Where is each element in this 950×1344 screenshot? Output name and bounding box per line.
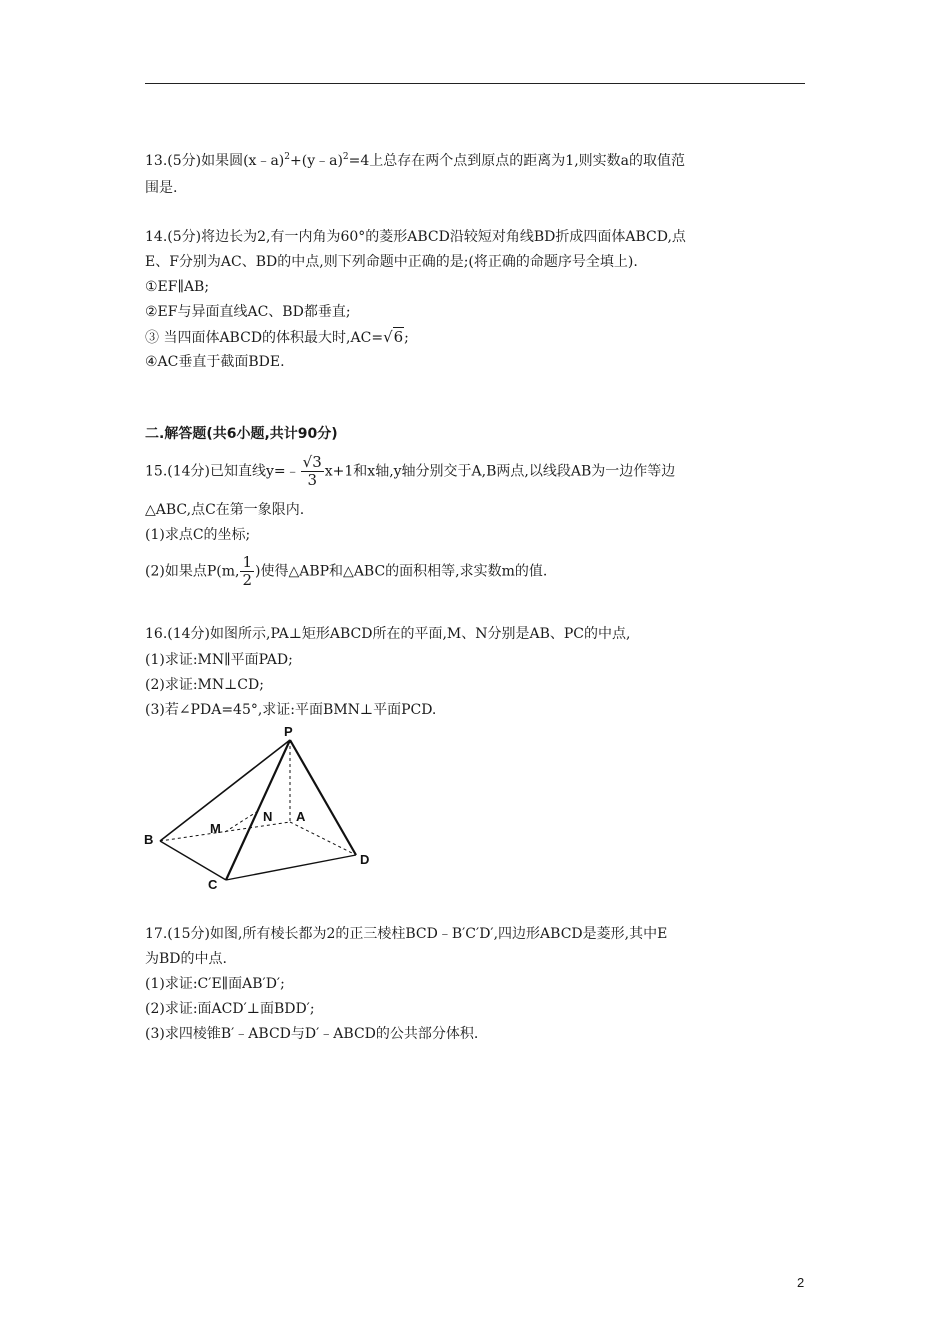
page-number: 2	[797, 1275, 805, 1290]
fraction-one-half: $\frac{1}{2}$	[242, 553, 252, 589]
label-P: P	[284, 724, 293, 739]
header-rule	[145, 83, 805, 84]
q13-line1: 13.(5分)如果圆(x﹣a)$^2$+(y﹣a)$^2$=4上总存在两个点到原点的距离为1,则实数a的取值范	[145, 152, 685, 169]
fraction-sqrt3-over-3: $\frac{√3}{3}$	[302, 453, 322, 489]
q14-option-3: ③ 当四面体ABCD的体积最大时,AC=√6;	[145, 328, 409, 346]
label-C: C	[208, 877, 218, 892]
q17-sub2: (2)求证:面ACD′⊥面BDD′;	[145, 1001, 315, 1017]
section-title: 二.解答题(共6小题,共计90分)	[145, 426, 338, 442]
q15-sub1: (1)求点C的坐标;	[145, 527, 251, 543]
q16-sub3: (3)若∠PDA=45°,求证:平面BMN⊥平面PCD.	[145, 702, 437, 718]
pyramid-figure	[140, 722, 390, 897]
q17-line1: 17.(15分)如图,所有棱长都为2的正三棱柱BCD﹣B′C′D′,四边形ABCD是菱形,其中E	[145, 926, 668, 942]
q14-option-2: ②EF与异面直线AC、BD都垂直;	[145, 304, 351, 320]
q16-line1: 16.(14分)如图所示,PA⊥矩形ABCD所在的平面,M、N分别是AB、PC的中点,	[145, 626, 631, 642]
edge-PC	[226, 740, 290, 880]
edge-PD	[290, 740, 356, 855]
q16-sub1: (1)求证:MN∥平面PAD;	[145, 652, 293, 668]
q16-sub2: (2)求证:MN⊥CD;	[145, 677, 264, 693]
q17-sub3: (3)求四棱锥B′﹣ABCD与D′﹣ABCD的公共部分体积.	[145, 1026, 479, 1042]
q15-sub2: (2)如果点P(m, $\frac{1}{2}$ )使得△ABP和△ABC的面积相等,求实数m的值.	[145, 553, 548, 589]
q17-line2: 为BD的中点.	[145, 951, 227, 967]
edge-BC	[160, 841, 226, 880]
label-M: M	[210, 821, 221, 836]
label-D: D	[360, 852, 370, 867]
q15-line2: △ABC,点C在第一象限内.	[145, 502, 305, 518]
label-N: N	[263, 809, 273, 824]
edge-PB	[160, 740, 290, 841]
q14-option-4: ④AC垂直于截面BDE.	[145, 354, 285, 370]
label-A: A	[296, 809, 306, 824]
q14-line2: E、F分别为AC、BD的中点,则下列命题中正确的是;(将正确的命题序号全填上).	[145, 254, 638, 270]
label-B: B	[144, 832, 154, 847]
q15-line1: 15.(14分)已知直线y=﹣ $\frac{√3}{3}$ x+1和x轴,y轴分别交于A,B两点,以线段AB为一边作等边	[145, 453, 676, 489]
q13-line2: 围是.	[145, 180, 178, 196]
q17-sub1: (1)求证:C′E∥面AB′D′;	[145, 976, 285, 992]
q14-option-1: ①EF∥AB;	[145, 279, 210, 295]
q14-line1: 14.(5分)将边长为2,有一内角为60°的菱形ABCD沿较短对角线BD折成四面体ABCD,点	[145, 229, 686, 245]
edge-CD	[226, 855, 356, 880]
sqrt-six: √6	[383, 328, 404, 346]
